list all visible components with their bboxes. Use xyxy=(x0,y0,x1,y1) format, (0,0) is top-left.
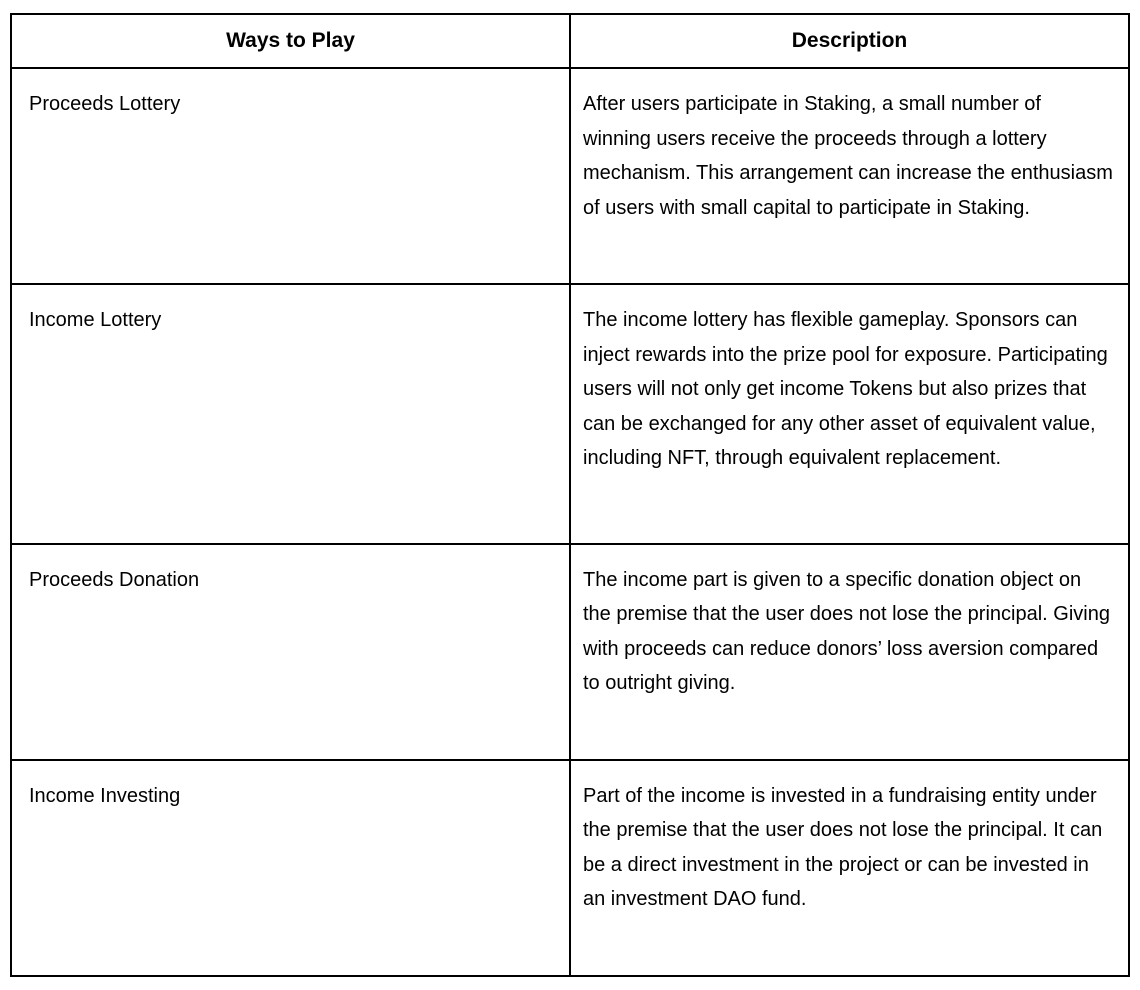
description-cell-proceeds-donation: The income part is given to a specific donation object on the premise that the user does not lose the principal. Giving with proceeds can reduce donors’ loss aversion compared to outright giving. xyxy=(570,544,1129,760)
way-cell-proceeds-lottery: Proceeds Lottery xyxy=(11,68,570,284)
way-cell-proceeds-donation: Proceeds Donation xyxy=(11,544,570,760)
column-header-description: Description xyxy=(570,14,1129,68)
description-cell-income-investing: Part of the income is invested in a fundraising entity under the premise that the user does not lose the principal. It can be a direct investment in the project or can be invested in an investment DAO fund. xyxy=(570,760,1129,976)
way-cell-income-investing: Income Investing xyxy=(11,760,570,976)
description-cell-income-lottery: The income lottery has flexible gameplay. Sponsors can inject rewards into the prize pool for exposure. Participating users will not only get income Tokens but also prizes that can be exchanged for any other asset of equivalent value, including NFT, through equivalent replacement. xyxy=(570,284,1129,543)
description-cell-proceeds-lottery: After users participate in Staking, a small number of winning users receive the proceeds through a lottery mechanism. This arrangement can increase the enthusiasm of users with small capital to participate in Staking. xyxy=(570,68,1129,284)
table-row xyxy=(11,760,1129,976)
column-header-ways-to-play: Ways to Play xyxy=(11,14,570,68)
table-row xyxy=(11,544,1129,760)
table-row xyxy=(11,284,1129,543)
way-cell-income-lottery: Income Lottery xyxy=(11,284,570,543)
table-row xyxy=(11,68,1129,284)
table-header-row xyxy=(11,14,1129,68)
ways-to-play-table xyxy=(10,13,1130,977)
